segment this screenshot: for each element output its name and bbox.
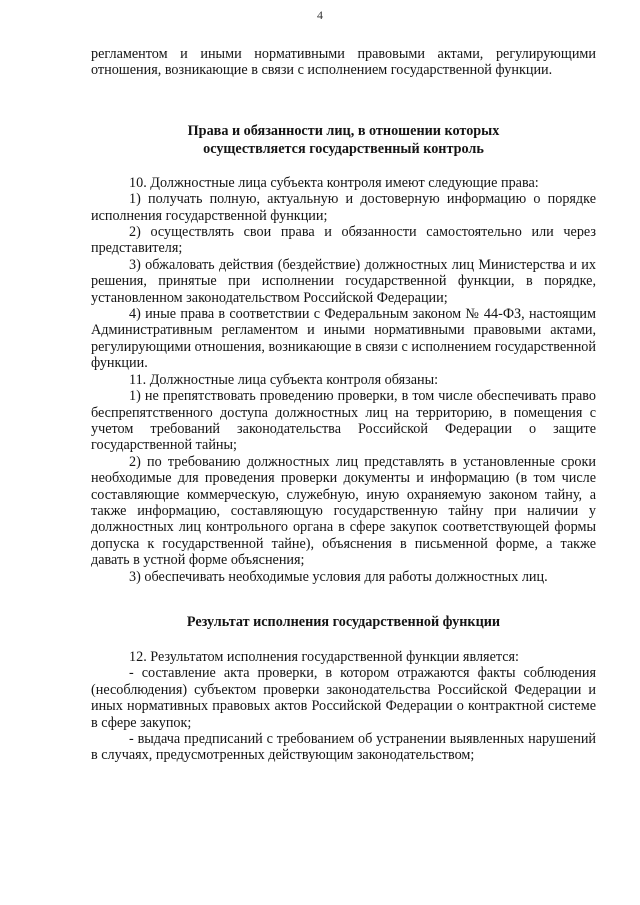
paragraph-10-item-3: 3) обжаловать действия (бездействие) должностных лиц Министерства и их решения, принятые при исполнении государственной функции, в порядке, установленном законодательством Российской Федерации; (91, 256, 596, 306)
section-heading-rights-line2: осуществляется государственный контроль (203, 140, 484, 157)
paragraph-12: 12. Результатом исполнения государственной функции является: (129, 648, 520, 665)
paragraph-11-item-2: 2) по требованию должностных лиц представлять в установленные сроки необходимые для проведения проверки документы и информацию (в том числе составляющие коммерческую, служебную, иную охраняемую законом тайну, а также информацию, составляющую государственную тайну при наличии у должностных лиц контрольного органа в сфере закупок соответствующей формы допуска к государственной тайне), объяснения в письменной форме, а также давать в устной форме объяснения; (91, 453, 596, 569)
paragraph-10-item-4: 4) иные права в соответствии с Федеральным законом № 44-ФЗ, настоящим Административным регламентом и иными нормативными правовыми актами, регулирующими отношения, возникающие в связи с исполнением государственной функции. (91, 306, 596, 372)
paragraph-11: 11. Должностные лица субъекта контроля обязаны: (129, 371, 439, 388)
section-heading-rights-line1: Права и обязанности лиц, в отношении которых (187, 122, 500, 139)
page-number: 4 (317, 8, 323, 22)
intro-paragraph: регламентом и иными нормативными правовыми актами, регулирующими отношения, возникающие в связи с исполнением государственной функции. (91, 46, 596, 79)
paragraph-11-item-3: 3) обеспечивать необходимые условия для работы должностных лиц. (129, 568, 548, 585)
paragraph-12-item-2: - выдача предписаний с требованием об устранении выявленных нарушений в случаях, предусмотренных действующим законодательством; (91, 731, 596, 764)
paragraph-10: 10. Должностные лица субъекта контроля имеют следующие права: (129, 174, 539, 191)
paragraph-10-item-1: 1) получать полную, актуальную и достоверную информацию о порядке исполнения государственной функции; (91, 191, 596, 224)
paragraph-12-item-1: - составление акта проверки, в котором отражаются факты соблюдения (несоблюдения) субъектом проверки законодательства Российской Федерации и иных нормативных правовых актов Российской Федерации о контрактной системе в сфере закупок; (91, 665, 596, 731)
paragraph-10-item-2: 2) осуществлять свои права и обязанности самостоятельно или через представителя; (91, 224, 596, 257)
paragraph-11-item-1: 1) не препятствовать проведению проверки, в том числе обеспечивать право беспрепятственного доступа должностных лиц на территорию, в помещения с учетом требований законодательства Российской Федерации о защите государственной тайны; (91, 388, 596, 454)
document-body (91, 46, 596, 764)
section-heading-result: Результат исполнения государственной функции (186, 613, 501, 630)
